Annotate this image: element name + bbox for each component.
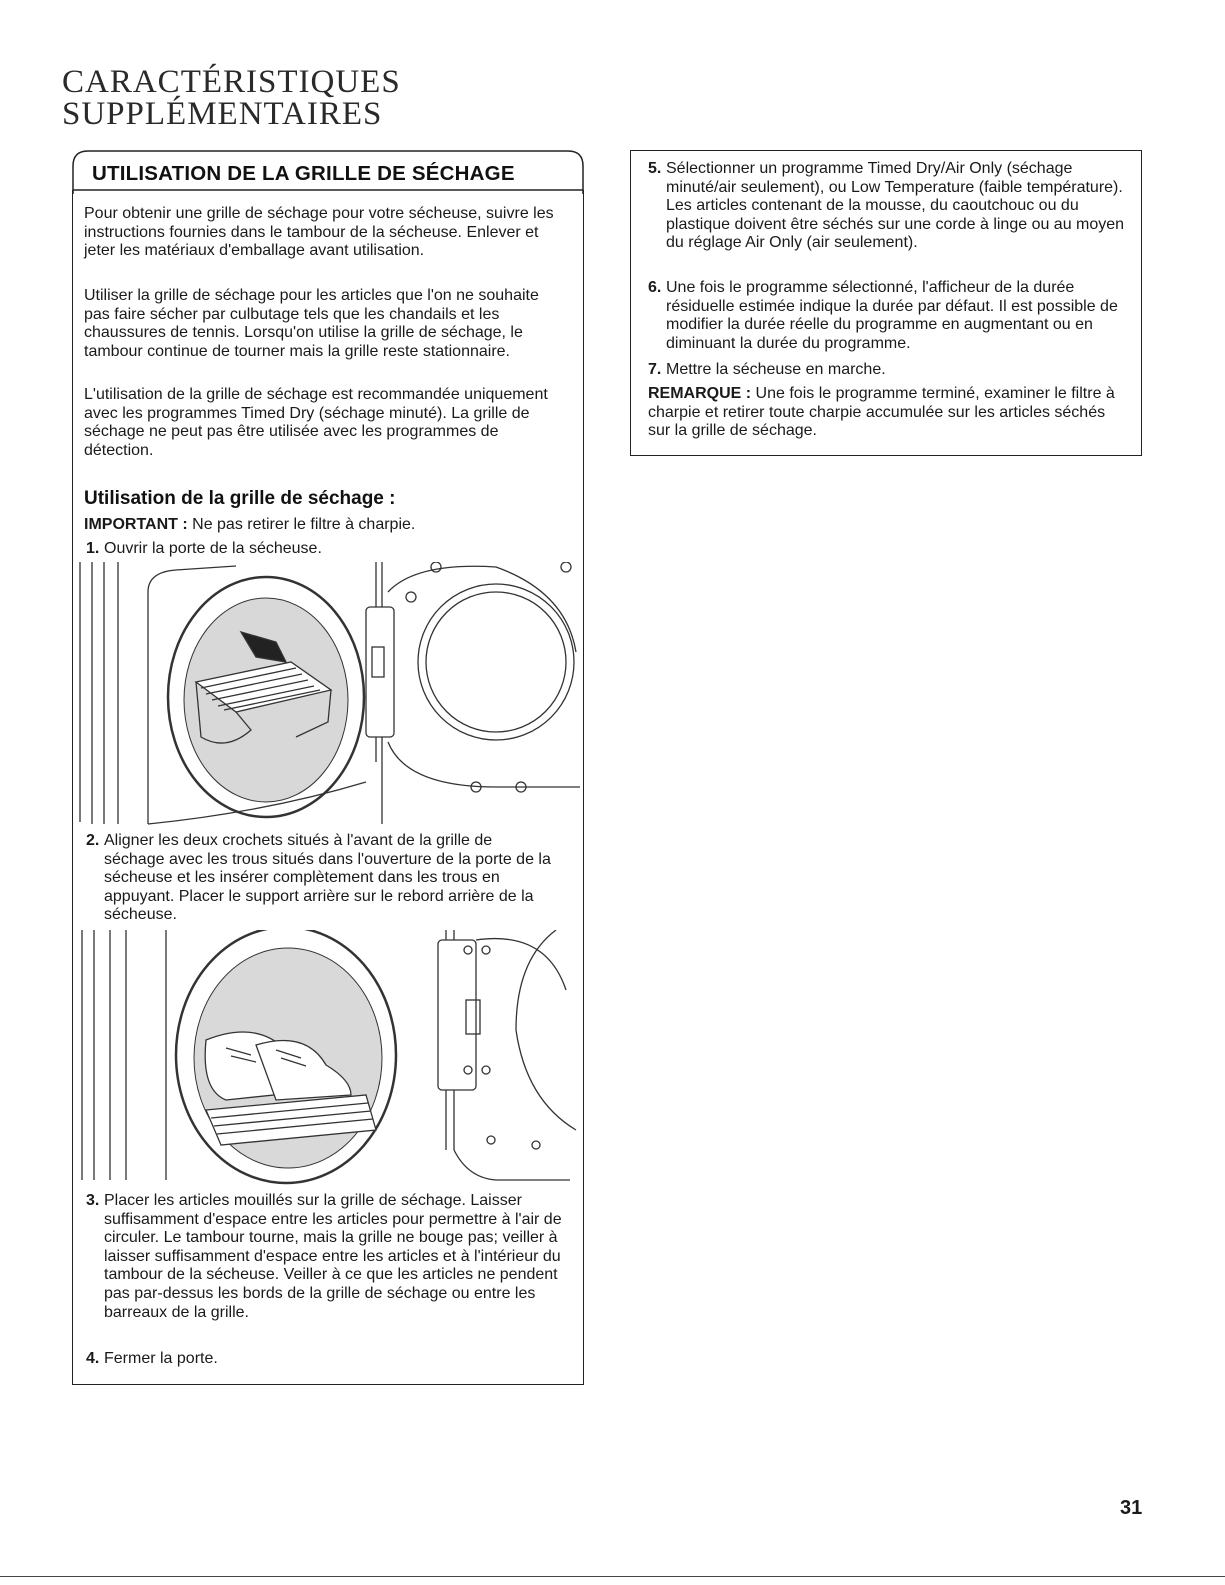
note-text: Une fois le programme terminé, examiner le filtre à charpie et retirer toute charpie accumulée sur les articles séchés sur la grille de séchage.: [648, 385, 1115, 440]
step-number: 5.: [648, 160, 662, 177]
step-text: Aligner les deux crochets situés à l'avant de la grille de séchage avec les trous situés dans l'ouverture de la porte de la sécheuse et les insérer complètement dans les trous en appuyant. Placer le support arrière sur le rebord arrière de la sécheuse.: [104, 832, 551, 924]
note-label: REMARQUE :: [648, 385, 752, 402]
section-heading: UTILISATION DE LA GRILLE DE SÉCHAGE: [92, 162, 515, 185]
page-title-line2: SUPPLÉMENTAIRES: [62, 96, 383, 132]
subheading: Utilisation de la grille de séchage :: [84, 488, 396, 509]
step-text: Mettre la sécheuse en marche.: [666, 361, 886, 378]
step-5: [648, 160, 1138, 272]
important-label: IMPORTANT :: [84, 516, 188, 533]
step-text: Une fois le programme sélectionné, l'afficheur de la durée résiduelle estimée indique la durée par défaut. Il est possible de modifier la durée réelle du programme en augmentant ou en diminuant la durée du programme.: [666, 279, 1118, 352]
step-number: 7.: [648, 361, 662, 378]
step-text: Fermer la porte.: [104, 1350, 218, 1367]
step-4: [86, 1350, 566, 1370]
page-title-line1: CARACTÉRISTIQUES: [62, 64, 401, 100]
step-1: [86, 540, 566, 560]
note-paragraph: [648, 385, 1118, 441]
usage-paragraph: Utiliser la grille de séchage pour les articles que l'on ne souhaite pas faire sécher par culbutage tels que les chandails et les chaussures de tennis. Lorsqu'on utilise la grille de séchage, le tambour continue de tourner mais la grille reste stationnaire.: [84, 287, 539, 360]
important-note: [84, 516, 564, 535]
step-text: Ouvrir la porte de la sécheuse.: [104, 540, 322, 557]
page-bottom-rule: [0, 1576, 1225, 1577]
dryer-rack-illustration: [76, 562, 580, 827]
step-7: [648, 361, 1138, 381]
step-6: [648, 279, 1138, 355]
step-number: 6.: [648, 279, 662, 296]
page-title: [62, 66, 401, 130]
intro-paragraph: Pour obtenir une grille de séchage pour votre sécheuse, suivre les instructions fournies dans le tambour de la sécheuse. Enlever et jeter les matériaux d'emballage avant utilisation.: [84, 205, 554, 260]
step-number: 1.: [86, 540, 100, 557]
step-2: [86, 832, 566, 927]
step-number: 2.: [86, 832, 100, 849]
recommendation-paragraph: L'utilisation de la grille de séchage est recommandée uniquement avec les programmes Timed Dry (séchage minuté). La grille de séchage ne peut pas être utilisée avec les programmes de détection.: [84, 386, 548, 459]
step-3: [86, 1192, 581, 1347]
step-number: 3.: [86, 1192, 100, 1209]
step-text: Sélectionner un programme Timed Dry/Air Only (séchage minuté/air seulement), ou Low Temperature (faible température). Les articles contenant de la mousse, du caoutchouc ou du plastique doivent être séchés sur une corde à linge ou au moyen du réglage Air Only (air seulement).: [666, 160, 1125, 252]
shoes-on-rack-illustration: [76, 930, 580, 1190]
step-number: 4.: [86, 1350, 100, 1367]
important-text: Ne pas retirer le filtre à charpie.: [187, 516, 416, 533]
page-number: 31: [1120, 1497, 1143, 1519]
step-text: Placer les articles mouillés sur la grille de séchage. Laisser suffisamment d'espace entre les articles pour permettre à l'air de circuler. Le tambour tourne, mais la grille ne bouge pas; veiller à laisser suffisamment d'espace entre les articles et à l'intérieur du tambour de la sécheuse. Veiller à ce que les articles ne pendent pas par-dessus les bords de la grille de séchage ou entre les barreaux de la grille.: [104, 1192, 562, 1321]
